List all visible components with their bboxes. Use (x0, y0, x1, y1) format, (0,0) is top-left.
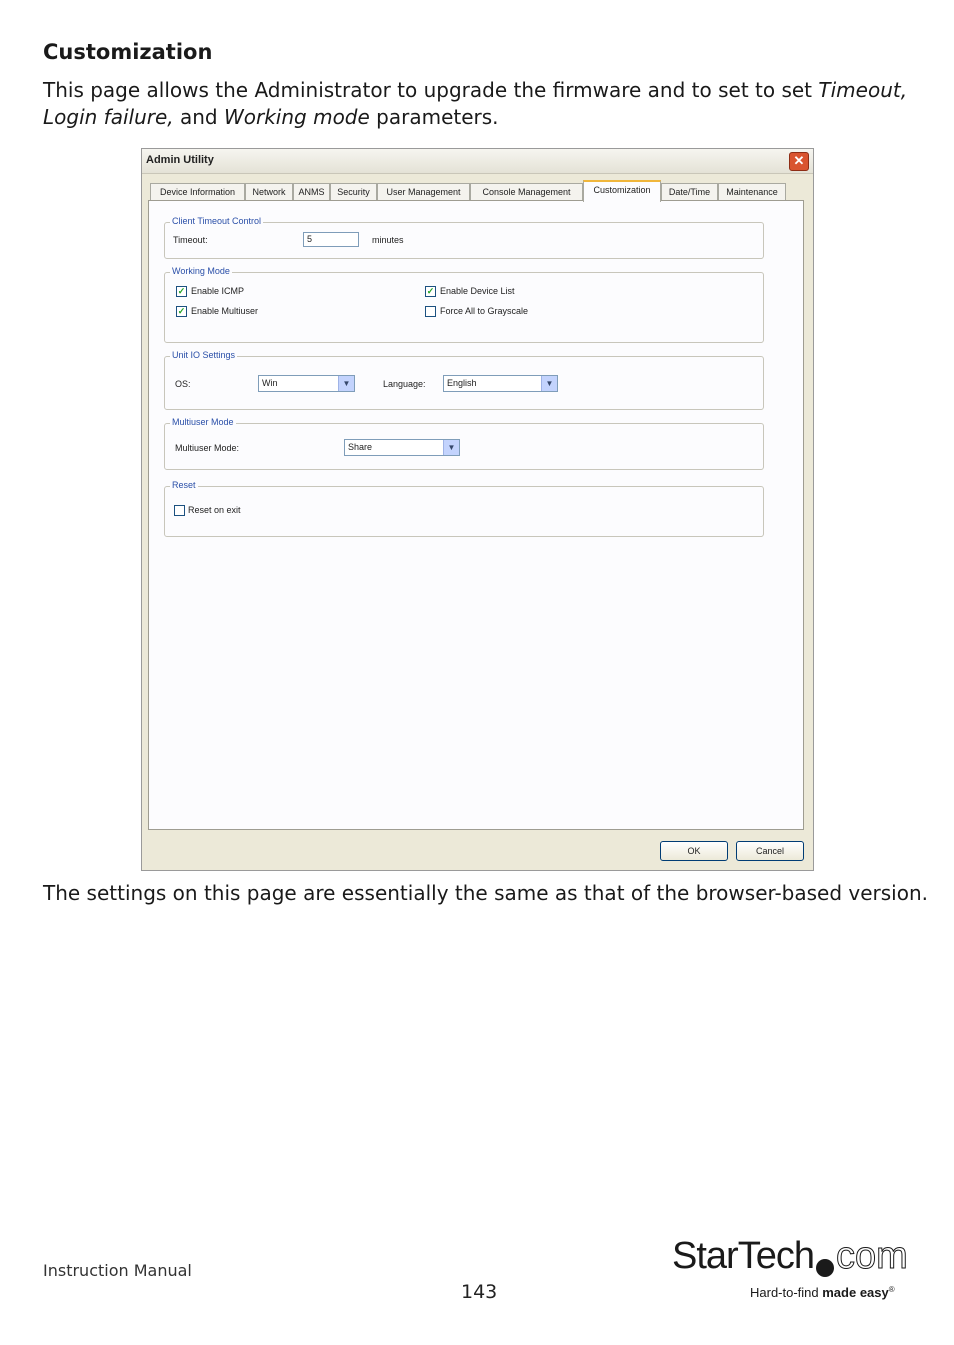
reset-legend: Reset (172, 480, 196, 490)
tab-user-management[interactable]: User Management (377, 183, 470, 200)
timeout-label: Timeout: (173, 235, 208, 245)
force-grayscale-label: Force All to Grayscale (440, 306, 529, 316)
logo-tagline-bold: made easy (822, 1285, 889, 1300)
intro-emphasis-timeout: Timeout, (818, 78, 908, 102)
logo-registered-mark: ® (888, 1285, 895, 1294)
language-label: Language: (383, 379, 426, 389)
close-icon[interactable]: ✕ (789, 152, 809, 171)
section-heading: Customization (43, 40, 213, 64)
os-select[interactable] (258, 375, 355, 392)
tab-console-management[interactable]: Console Management (470, 183, 583, 200)
tab-maintenance[interactable]: Maintenance (718, 183, 786, 200)
logo-wordmark: StarTech (672, 1235, 814, 1277)
enable-multiuser-label: Enable Multiuser (191, 306, 259, 316)
language-select-value: English (447, 378, 477, 388)
footer-manual-label: Instruction Manual (43, 1261, 192, 1280)
working-mode-legend: Working Mode (172, 266, 230, 276)
working-mode-group (164, 266, 764, 343)
unit-io-legend: Unit IO Settings (172, 350, 236, 360)
tab-anms[interactable]: ANMS (293, 183, 330, 200)
force-grayscale-checkbox[interactable] (425, 306, 436, 317)
multiuser-mode-label: Multiuser Mode: (175, 443, 240, 453)
logo-dot (816, 1259, 834, 1277)
intro-emphasis-login: Login failure, (43, 105, 174, 129)
reset-group (164, 480, 764, 537)
page-number: 143 (461, 1281, 498, 1303)
customization-panel (148, 200, 804, 830)
client-timeout-legend: Client Timeout Control (172, 216, 262, 226)
multiuser-mode-value: Share (348, 442, 373, 452)
intro-text-1: This page allows the Administrator to upgrade the firmware and to set to set (43, 78, 819, 102)
enable-multiuser-checkbox[interactable]: ✓ (177, 306, 186, 316)
admin-utility-window (141, 148, 814, 871)
logo-tagline-plain: Hard-to-find (750, 1285, 823, 1300)
tab-date-time[interactable]: Date/Time (661, 183, 718, 200)
enable-device-list-checkbox[interactable]: ✓ (426, 286, 435, 296)
cancel-button[interactable]: Cancel (736, 841, 804, 861)
enable-icmp-checkbox[interactable]: ✓ (177, 286, 186, 296)
reset-on-exit-checkbox[interactable] (174, 505, 185, 516)
reset-on-exit-label: Reset on exit (188, 505, 241, 515)
multiuser-mode-select[interactable] (344, 439, 460, 456)
os-select-value: Win (262, 378, 278, 388)
startech-logo (670, 1230, 915, 1305)
ok-button[interactable]: OK (660, 841, 728, 861)
tab-device-information[interactable]: Device Information (150, 183, 245, 200)
intro-paragraph (43, 77, 923, 131)
logo-wordmark-com: com (836, 1235, 908, 1277)
tab-network[interactable]: Network (245, 183, 293, 200)
multiuser-legend: Multiuser Mode (172, 417, 234, 427)
intro-text-3: parameters. (369, 105, 499, 129)
closing-paragraph: The settings on this page are essentially the same as that of the browser-based version. (43, 881, 928, 905)
tab-customization[interactable]: Customization (583, 180, 661, 202)
multiuser-group (164, 417, 764, 470)
chevron-down-icon[interactable]: ▼ (443, 440, 459, 455)
timeout-unit: minutes (372, 235, 404, 245)
enable-device-list-label: Enable Device List (440, 286, 515, 296)
language-select[interactable] (443, 375, 558, 392)
title-bar (142, 149, 813, 174)
chevron-down-icon[interactable]: ▼ (541, 376, 557, 391)
timeout-input[interactable]: 5 (303, 232, 359, 247)
client-timeout-group (164, 216, 764, 259)
os-label: OS: (175, 379, 191, 389)
logo-tagline (750, 1285, 895, 1300)
enable-icmp-label: Enable ICMP (191, 286, 245, 296)
intro-emphasis-working-mode: Working mode (223, 105, 370, 129)
chevron-down-icon[interactable]: ▼ (338, 376, 354, 391)
unit-io-group (164, 350, 764, 410)
window-title: Admin Utility (146, 154, 214, 166)
tab-security[interactable]: Security (330, 183, 377, 200)
intro-text-2: and (173, 105, 224, 129)
